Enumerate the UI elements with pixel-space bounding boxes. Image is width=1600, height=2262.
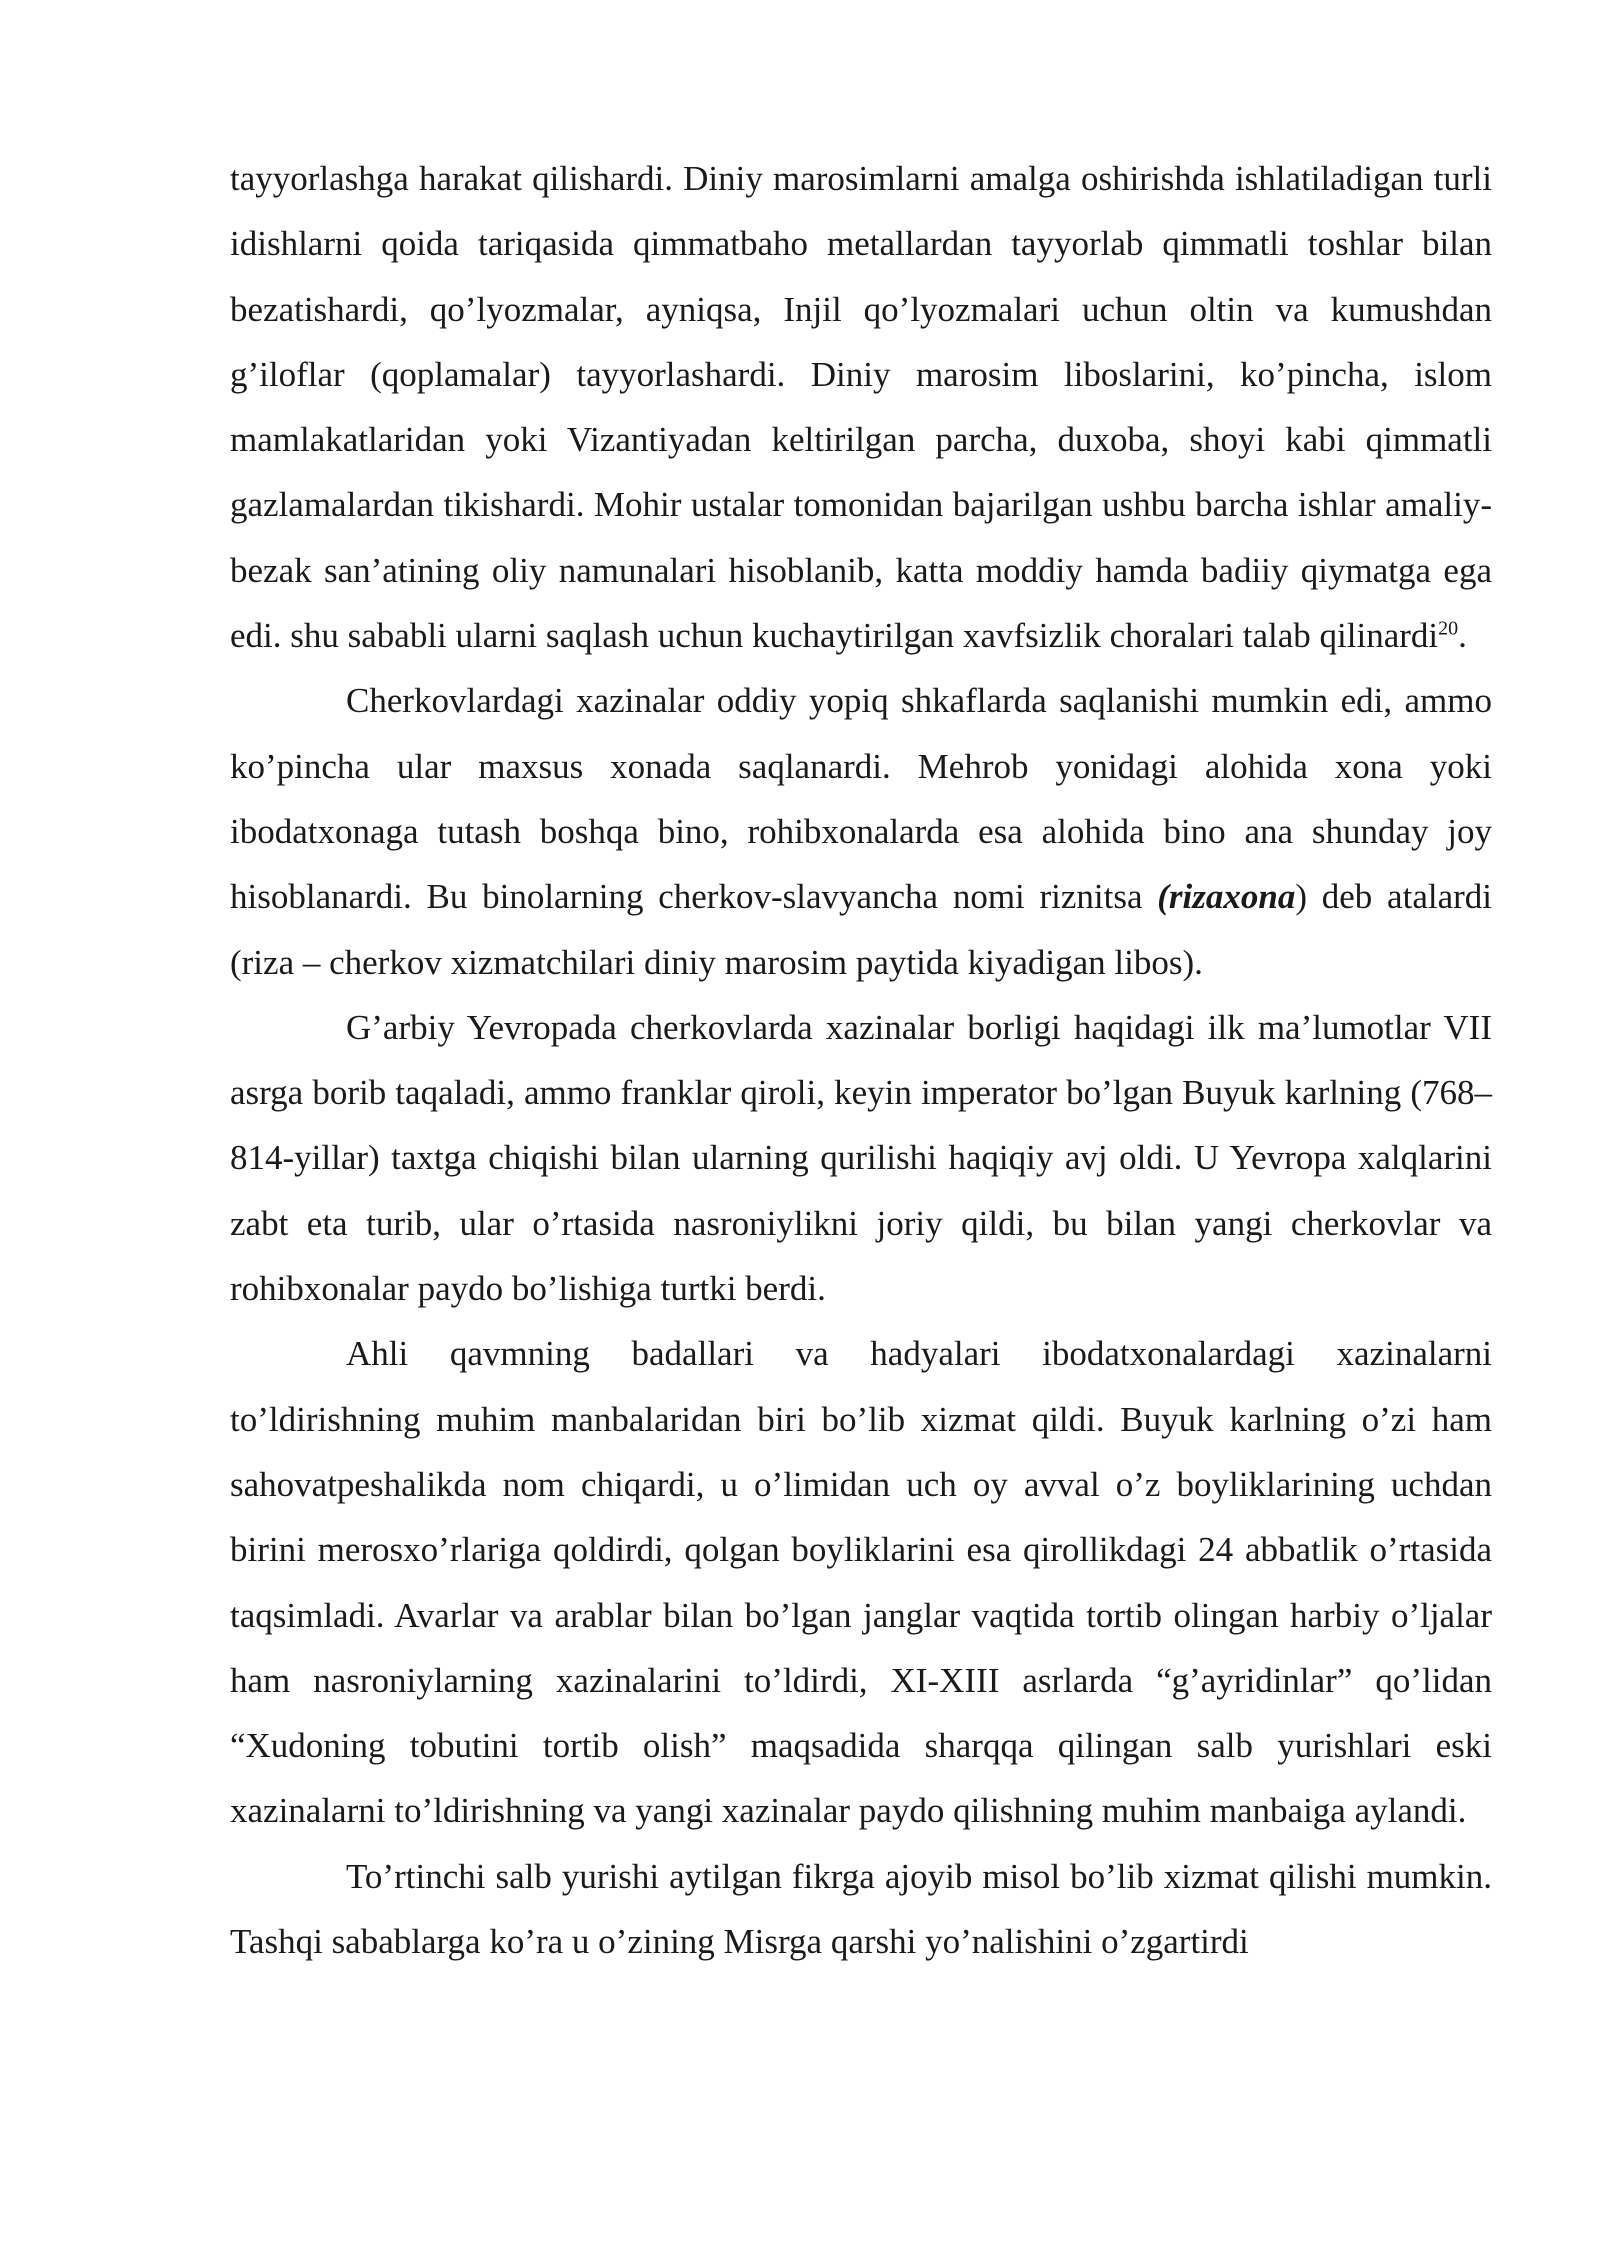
paragraph-5: To’rtinchi salb yurishi aytilgan fikrga ajoyib misol bo’lib xizmat qilishi mumkin. Tashqi sabablarga ko’ra u o’zining Misrga qarshi yo’nalishini o’zgartirdi xyxy=(230,1856,1492,1962)
document-page xyxy=(230,146,1492,1974)
footnote-marker[interactable]: 20 xyxy=(1438,617,1459,640)
paragraph-2-end: ) deb atalardi (riza – cherkov xizmatchilari diniy marosim paytida kiyadigan libos). xyxy=(230,877,1492,982)
paragraph-4: Ahli qavmning badallari va hadyalari ibodatxonalardagi xazinalarni to’ldirishning muhim manbalaridan biri bo’lib xizmat qildi. Buyuk karlning o’zi ham sahovatpeshalikda nom chiqardi, u o’limidan uch oy avval o’z boyliklarining uchdan birini merosxo’rlariga qoldirdi, qolgan boyliklarini esa qirollikdagi 24 abbatlik o’rtasida taqsimladi. Avarlar va arablar bilan bo’lgan janglar vaqtida tortib olingan harbiy o’ljalar ham nasroniylarning xazinalarini to’ldirdi, XI-XIII asrlarda “g’ayridinlar” qo’lidan “Xudoning tobutini tortib olish” maqsadida sharqqa qilingan salb yurishlari eski xazinalarni to’ldirishning va yangi xazinalar paydo qilishning muhim manbaiga aylandi. xyxy=(230,1334,1492,1831)
paragraph-2 xyxy=(230,668,1492,994)
paragraph-3: G’arbiy Yevropada cherkovlarda xazinalar borligi haqidagi ilk ma’lumotlar VII asrga borib taqaladi, ammo franklar qiroli, keyin imperator bo’lgan Buyuk karlning (768–814-yillar) taxtga chiqishi bilan ularning qurilishi haqiqiy avj oldi. U Yevropa xalqlarini zabt eta turib, ular o’rtasida nasroniylikni joriy qildi, bu bilan yangi cherkovlar va rohibxonalar paydo bo’lishiga turtki berdi. xyxy=(230,1007,1492,1309)
term-rizaxona: (rizaxona xyxy=(1157,877,1296,917)
paragraph-1-text: tayyorlashga harakat qilishardi. Diniy marosimlarni amalga oshirishda ishlatiladigan turli idishlarni qoida tariqasida qimmatbaho metallardan tayyorlab qimmatli toshlar bilan bezatishardi, qo’lyozmalar, ayniqsa, Injil qo’lyozmalari uchun oltin va kumushdan g’iloflar (qoplamalar) tayyorlashardi. Diniy marosim liboslarini, ko’pincha, islom mamlakatlaridan yoki Vizantiyadan keltirilgan parcha, duxoba, shoyi kabi qimmatli gazlamalardan tikishardi. Mohir ustalar tomonidan bajarilgan ushbu barcha ishlar amaliy-bezak san’atining oliy namunalari hisoblanib, katta moddiy hamda badiiy qiymatga ega edi. shu sababli ularni saqlash uchun kuchaytirilgan xavfsizlik choralari talab qilinardi xyxy=(230,159,1492,656)
paragraph-2-text: Cherkovlardagi xazinalar oddiy yopiq shkaflarda saqlanishi mumkin edi, ammo ko’pincha ular maxsus xonada saqlanardi. Mehrob yonidagi alohida xona yoki ibodatxonaga tutash boshqa bino, rohibxonalarda esa alohida bino ana shunday joy hisoblanardi. Bu binolarning cherkov-slavyancha nomi riznitsa xyxy=(230,681,1492,917)
paragraph-1-end: . xyxy=(1458,616,1467,656)
paragraph-1 xyxy=(230,146,1492,668)
